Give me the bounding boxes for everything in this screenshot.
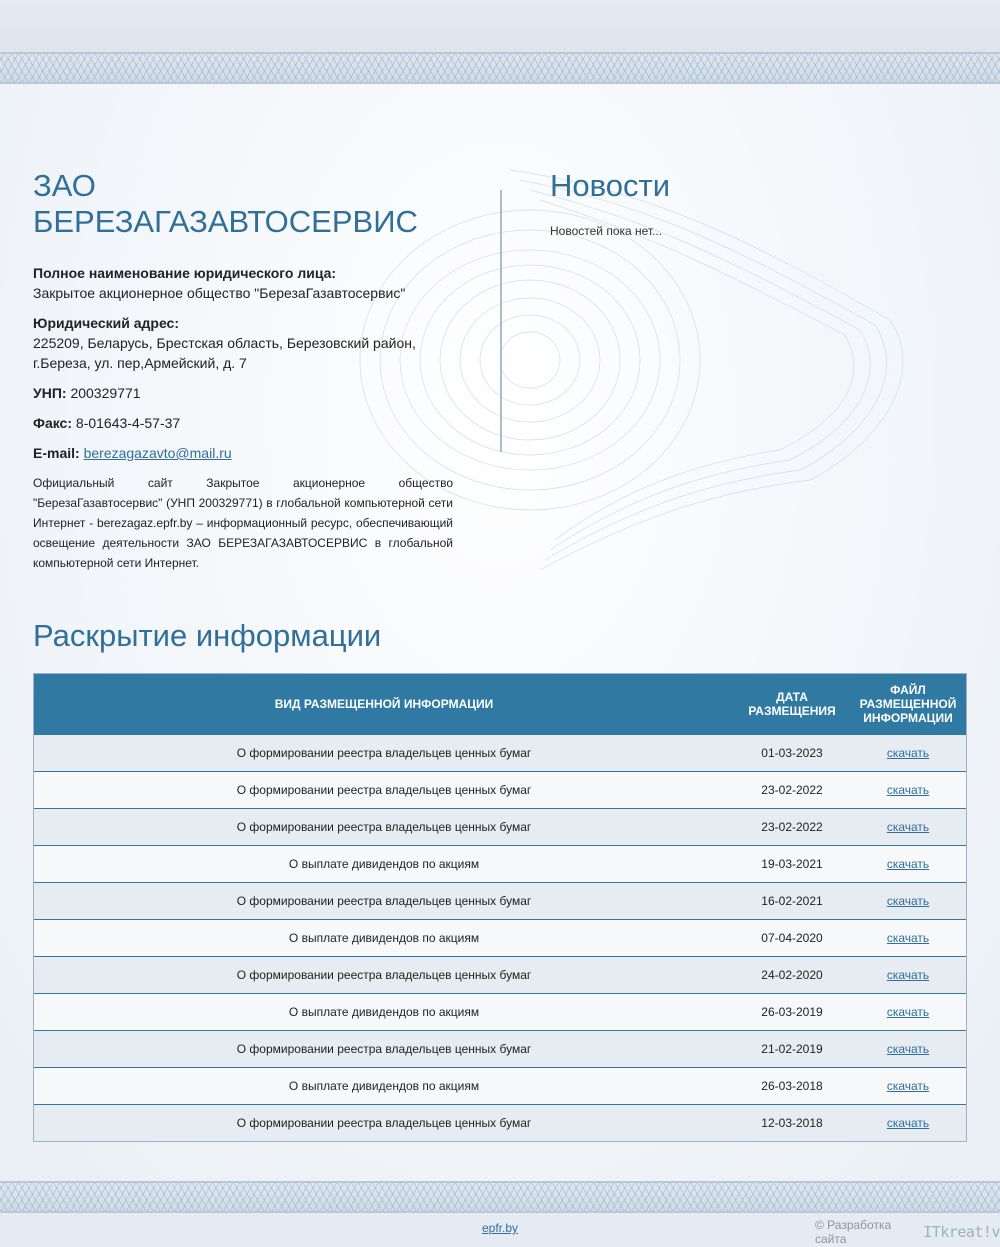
email-label: E-mail: bbox=[33, 445, 80, 461]
header-file: ФАЙЛ РАЗМЕЩЕННОЙ ИНФОРМАЦИИ bbox=[850, 674, 966, 734]
cell-file bbox=[850, 1104, 966, 1141]
credit-text: © Разработка сайта bbox=[815, 1218, 892, 1246]
news-section bbox=[550, 168, 970, 238]
cell-date: 01-03-2023 bbox=[734, 734, 850, 771]
email-link[interactable]: berezagazavto@mail.ru bbox=[83, 445, 232, 461]
cell-type: О формировании реестра владельцев ценных бумаг bbox=[34, 771, 734, 808]
full-name-label: Полное наименование юридического лица: bbox=[33, 265, 337, 281]
cell-date: 23-02-2022 bbox=[734, 808, 850, 845]
cell-type: О формировании реестра владельцев ценных бумаг bbox=[34, 882, 734, 919]
table-header-row bbox=[34, 674, 966, 734]
table-body bbox=[34, 734, 966, 1141]
developer-logo[interactable]: ITkreat!v bbox=[923, 1223, 1000, 1241]
site-description: Официальный сайт Закрытое акционерное общество "БерезаГазавтосервис" (УНП 200329771) в глобальной компьютерной сети Интернет - berezagaz.epfr.by – информационный ресурс, обеспечивающий освещение деятельности ЗАО БЕРЕЗАГАЗАВТОСЕРВИС в глобальной компьютерной сети Интернет. bbox=[33, 476, 453, 570]
footer-credit bbox=[815, 1218, 1000, 1246]
cell-type: О формировании реестра владельцев ценных бумаг bbox=[34, 956, 734, 993]
download-link[interactable]: скачать bbox=[886, 819, 930, 834]
news-title: Новости bbox=[550, 168, 671, 203]
cell-type: О формировании реестра владельцев ценных бумаг bbox=[34, 1030, 734, 1067]
cell-date: 21-02-2019 bbox=[734, 1030, 850, 1067]
cell-file bbox=[850, 1030, 966, 1067]
news-empty-message: Новостей пока нет... bbox=[550, 224, 663, 238]
cell-file bbox=[850, 919, 966, 956]
cell-date: 26-03-2019 bbox=[734, 993, 850, 1030]
column-divider bbox=[500, 190, 502, 452]
table-row bbox=[34, 993, 966, 1030]
table-row bbox=[34, 882, 966, 919]
cell-type: О выплате дивидендов по акциям bbox=[34, 1067, 734, 1104]
download-link[interactable]: скачать bbox=[886, 1115, 930, 1130]
cell-date: 26-03-2018 bbox=[734, 1067, 850, 1104]
table-row bbox=[34, 845, 966, 882]
cell-file bbox=[850, 845, 966, 882]
cell-type: О формировании реестра владельцев ценных бумаг bbox=[34, 734, 734, 771]
cell-file bbox=[850, 734, 966, 771]
cell-file bbox=[850, 956, 966, 993]
cell-type: О формировании реестра владельцев ценных бумаг bbox=[34, 808, 734, 845]
company-title: ЗАО БЕРЕЗАГАЗАВТОСЕРВИС bbox=[33, 168, 418, 239]
email-block bbox=[33, 443, 453, 463]
fax-block bbox=[33, 413, 453, 433]
table-row bbox=[34, 1067, 966, 1104]
top-strip bbox=[0, 0, 1000, 52]
table-row bbox=[34, 1030, 966, 1067]
download-link[interactable]: скачать bbox=[886, 856, 930, 871]
download-link[interactable]: скачать bbox=[886, 782, 930, 797]
cell-file bbox=[850, 1067, 966, 1104]
cell-file bbox=[850, 771, 966, 808]
download-link[interactable]: скачать bbox=[886, 745, 930, 760]
download-link[interactable]: скачать bbox=[886, 893, 930, 908]
cell-date: 19-03-2021 bbox=[734, 845, 850, 882]
footer-epfr-link[interactable]: epfr.by bbox=[482, 1221, 519, 1235]
fax-value: 8-01643-4-57-37 bbox=[75, 415, 181, 431]
address-block bbox=[33, 313, 453, 373]
download-link[interactable]: скачать bbox=[886, 967, 930, 982]
table-row bbox=[34, 734, 966, 771]
cell-type: О формировании реестра владельцев ценных бумаг bbox=[34, 1104, 734, 1141]
download-link[interactable]: скачать bbox=[886, 1004, 930, 1019]
company-info bbox=[33, 168, 453, 573]
cell-date: 07-04-2020 bbox=[734, 919, 850, 956]
cell-date: 12-03-2018 bbox=[734, 1104, 850, 1141]
disclosure-table bbox=[33, 673, 967, 1142]
cell-file bbox=[850, 993, 966, 1030]
cell-type: О выплате дивидендов по акциям bbox=[34, 993, 734, 1030]
header-date: ДАТА РАЗМЕЩЕНИЯ bbox=[734, 674, 850, 734]
table-row bbox=[34, 919, 966, 956]
download-link[interactable]: скачать bbox=[886, 1078, 930, 1093]
table-row bbox=[34, 956, 966, 993]
table-row bbox=[34, 808, 966, 845]
cell-type: О выплате дивидендов по акциям bbox=[34, 919, 734, 956]
unp-value: 200329771 bbox=[70, 385, 141, 401]
cell-type: О выплате дивидендов по акциям bbox=[34, 845, 734, 882]
table-row bbox=[34, 771, 966, 808]
cell-file bbox=[850, 882, 966, 919]
header-ornament-band bbox=[0, 52, 1000, 84]
download-link[interactable]: скачать bbox=[886, 1041, 930, 1056]
disclosure-title: Раскрытие информации bbox=[33, 618, 382, 653]
address-label: Юридический адрес: bbox=[33, 315, 179, 331]
cell-date: 24-02-2020 bbox=[734, 956, 850, 993]
unp-label: УНП: bbox=[33, 385, 67, 401]
full-name-block bbox=[33, 263, 453, 303]
table-row bbox=[34, 1104, 966, 1141]
cell-file bbox=[850, 808, 966, 845]
cell-date: 16-02-2021 bbox=[734, 882, 850, 919]
fax-label: Факс: bbox=[33, 415, 73, 431]
cell-date: 23-02-2022 bbox=[734, 771, 850, 808]
header-type: ВИД РАЗМЕЩЕННОЙ ИНФОРМАЦИИ bbox=[34, 674, 734, 734]
download-link[interactable]: скачать bbox=[886, 930, 930, 945]
footer-ornament-band bbox=[0, 1181, 1000, 1213]
full-name-value: Закрытое акционерное общество "БерезаГазавтосервис" bbox=[33, 285, 406, 301]
address-value: 225209, Беларусь, Брестская область, Березовский район, г.Береза, ул. пер,Армейский, д. 7 bbox=[33, 335, 416, 371]
unp-block bbox=[33, 383, 453, 403]
